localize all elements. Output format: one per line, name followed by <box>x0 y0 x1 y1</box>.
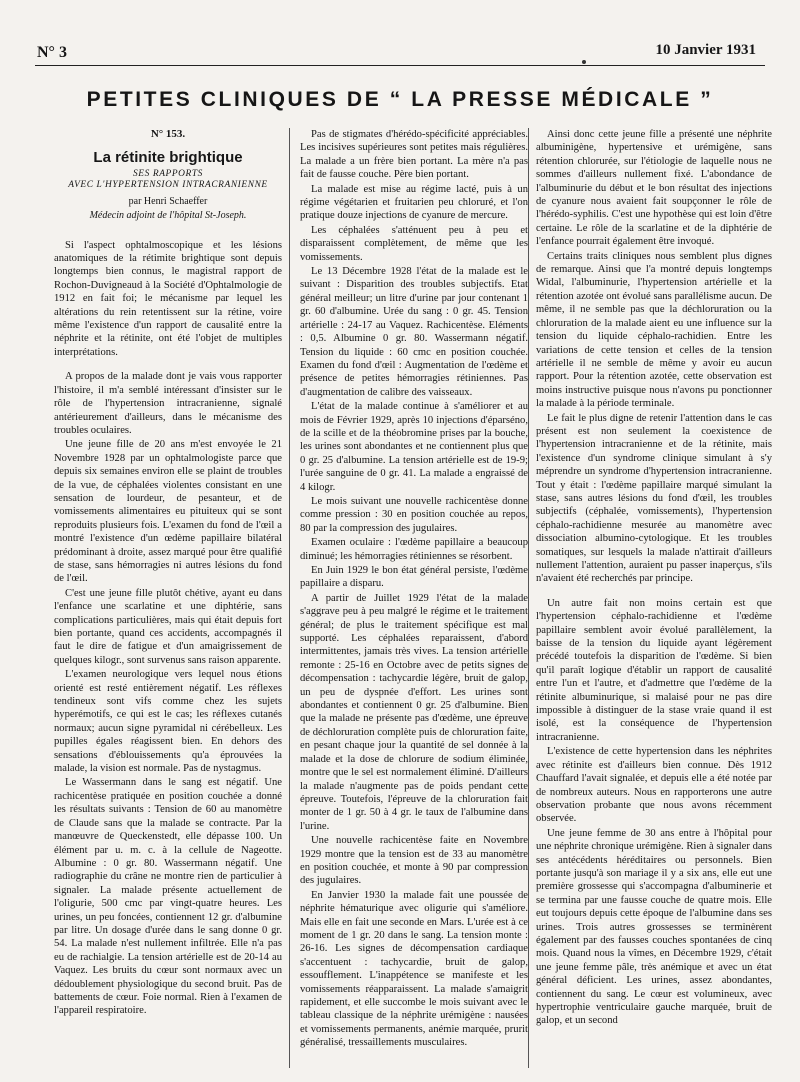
issue-date: 10 Janvier 1931 <box>655 42 756 58</box>
paragraph: Le Wassermann dans le sang est négatif. Une rachicentèse pratiquée en position couchée a donné les résultats suivants : Tension de 60 au manomètre de Claude sans que la malade se contracte. Par la manœuvre de Queckenstedt, elle dépasse 100. Un élément par u. m. c. à la cellule de Nageotte. Albumine : 0 gr. 80. Wassermann négatif. Une radiographie du crâne ne montre rien de particulier à signaler. La malade présente actuellement de l'oligurie, 500 cmc par vingt-quatre heures. Les urines, un peu foncées, contiennent 12 gr. d'albumine par litre. Un dosage d'urée dans le sang donne 0 gr. 54. La malade n'est nullement infiltrée. Elle n'a pas eu de rachialgie. La tension artérielle est de 20-14 au Vaquez. Les bruits du cœur sont normaux avec un dédoublement physiologique du second bruit. Pas de battements de cœur. Foie normal. Rien à l'examen de l'appareil respiratoire. <box>54 777 282 1017</box>
print-mark <box>582 60 586 64</box>
article-affiliation: Médecin adjoint de l'hôpital St-Joseph. <box>89 210 247 222</box>
paragraph: L'état de la malade continue à s'améliorer et au mois de Février 1929, après 10 injections d'éparséno, de la scille et de la théobromine prises par la bouche, les urines sont abondantes et ne contiennent plus que 0 gr. 25 d'albumine. La tension artérielle est de 19-9; l'urée sanguine de 0 gr. 41. La malade a engraissé de 4 kilogr. <box>300 401 528 493</box>
paragraph: Examen oculaire : l'œdème papillaire a beaucoup diminué; les hémorragies rétiniennes se résorbent. <box>300 537 528 562</box>
column-divider <box>289 128 290 1068</box>
paragraph: Le 13 Décembre 1928 l'état de la malade est le suivant : Disparition des troubles subjectifs. Etat général meilleur; un litre d'urine par jour contenant 1 gr. 60 d'albumine. Urée du sang : 0 gr. 45. Tension artérielle : 24-17 au Vaquez. Rachicentèse. Eléments : 0,5. Albumine 0 gr. 80. Wassermann négatif. Tension du liquide : 60 cmc en position couchée. Examen du fond d'œil : Augmentation de l'œdème et présence de petites hémorragies rétiniennes. Pas d'augmentation de calibre des vaisseaux. <box>300 266 528 398</box>
article-subtitle: AVEC L'HYPERTENSION INTRACRANIENNE <box>68 179 268 190</box>
paragraph: Certains traits cliniques nous semblent plus dignes de remarque. Ainsi que l'a montré depuis longtemps Widal, l'albuminurie, l'hypertension artérielle et la rétention azotée ont évolué sans parallélisme aucun. De même, il ne semble pas que la déchloruration ou la chloruration de la malade aient eu une influence sur la tension du liquide céphalo-rachidien. Entre les variations de cette tension et celles de la tension artérielle il ne semble de même y avoir eu aucun rapport. Pour la rétention azotée, cette observation est moins instructive puisque nous n'avons pu ponctionner la malade à la période terminale. <box>536 250 772 410</box>
section-title: PETITES CLINIQUES DE “ LA PRESSE MÉDICALE ” <box>86 88 714 111</box>
column-divider <box>528 128 529 1068</box>
paragraph: Un autre fait non moins certain est que l'hypertension céphalo-rachidienne et l'œdème papillaire semblent avoir évolué parallèlement, la baisse de la tension du liquide ayant légèrement précédé toutefois la disparition de l'œdème. Si bien qu'il paraît logique d'établir un rapport de causalité entre l'un et l'autre, et d'admettre que l'œdème de la rétinite albuminurique, si malaisé pour ne pas dire impossible à distinguer de la stase vraie quand il est isolé, est la conséquence de l'hypertension intracranienne. <box>536 597 772 743</box>
paragraph: Une jeune fille de 20 ans m'est envoyée le 21 Novembre 1928 par un ophtalmologiste parce que depuis six semaines environ elle se plaint de troubles de la vue, de céphalées violentes consistant en une sensation de lourdeur, de pesanteur, et de vomissements alimentaires eu pituiteux qui se sont reproduits plusieurs fois. L'examen du fond de l'œil a montré l'existence d'un œdème papillaire bilatéral prédominant à droite, assez marqué pour être qualifié de stase, sans hémorragies ni autres lésions du fond de l'œil. <box>54 439 282 585</box>
paragraph: A partir de Juillet 1929 l'état de la malade s'aggrave peu à peu malgré le régime et le traitement général; de plus le traitement spécifique est mal supporté. Les céphalées reparaissent, d'abord intermittentes, jamais très vives. La tension artérielle remonte : 25-16 en Octobre avec de petits signes de décompensation : tachycardie légère, bruit de galop, un peu de dyspnée d'effort. Les urines sont abondantes et contiennent 0 gr. 25 d'albumine. Bien que la malade ne présente pas d'œdème, une épreuve de déchloruration complète puis de chloruration faite, en pesant chaque jour la quantité de sel donnée à la malade et la dose de chlorure de sodium éliminée, montre que le sel est normalement éliminé. D'ailleurs la malade n'augmente pas de poids pendant cette épreuve. Toutefois, l'épreuve de la chloruration fait monter de 1 gr. 50 à 4 gr. le taux de l'albumine dans l'urine. <box>300 592 528 832</box>
paragraph: En Juin 1929 le bon état général persiste, l'œdème papillaire a disparu. <box>300 565 528 590</box>
article-title: La rétinite brightique <box>93 149 243 167</box>
paragraph: Si l'aspect ophtalmoscopique et les lésions anatomiques de la rétimite brightique sont depuis longtemps bien connus, le magistral rapport de Rochon-Duvigneaud à la Société d'Ophtalmologie de 1912 en fait foi; le mécanisme par lequel les altérations du rein retentissent sur la rétine, voire même l'existence d'un rapport de causalité entre la néphrite et la rétinite, ont été l'objet de multiples interprétations. <box>54 239 282 358</box>
paragraph: Les céphalées s'atténuent peu à peu et disparaissent complètement, de même que les vomissements. <box>300 224 528 263</box>
article-number: N° 153. <box>150 128 186 140</box>
paragraph: Une jeune femme de 30 ans entre à l'hôpital pour une néphrite chronique urémigène. Rien à signaler dans ses antécédents héréditaires ou personnels. Bien portante jusqu'à son mariage il y a six ans, elle eut une première grossesse qui s'accompagna d'albuminerie et se termina par une fausse couche de quatre mois. Elle eut toujours depuis cette époque de l'albumine dans ses urines. Trois autres grossesses se terminèrent également par des fausses couches spontanées de cinq mois. Quand nous la vîmes, en Décembre 1929, c'était une jeune femme pâle, très anémique et avec un état général déficient. Les urines, assez abondantes, contiennent du sang. Le cœur est volumineux, avec hypertrophie ventriculaire gauche marquée, bruit de galop, et un second <box>536 827 772 1027</box>
paragraph: En Janvier 1930 la malade fait une poussée de néphrite hématurique avec oligurie qui s'améliore. Mais elle en fait une seconde en Mars. L'urée est à ce moment de 1 gr. 20 dans le sang. La tension monte : 26-16. Les signes de décompensation cardiaque s'accentuent : tachycardie, bruit de galop, essoufflement. L'inappétence se manifeste et les vomissements réapparaissent. La malade s'amaigrit rapidement, et elle succombe le mois suivant avec le tableau classique de la néphrite urémigène : nausées et vomissements permanents, anémie marquée, prurit généralisé, tressaillements musculaires. <box>300 889 528 1049</box>
column-1 <box>54 128 282 1019</box>
paragraph: Une nouvelle rachicentèse faite en Novembre 1929 montre que la tension est de 33 au manomètre en position couchée, et monte à 90 par compression des jugulaires. <box>300 835 528 887</box>
issue-number: N° 3 <box>37 44 67 61</box>
paragraph: La malade est mise au régime lacté, puis à un régime végétarien et fruitarien peu chloruré, et l'on pratique douze injections de cyanure de mercure. <box>300 183 528 222</box>
paragraph: A propos de la malade dont je vais vous rapporter l'histoire, il m'a semblé intéressant d'insister sur le rôle de l'hypertension intracranienne, signalé antérieurement d'ailleurs, dans le mécanisme des troubles oculaires. <box>54 371 282 436</box>
column-2 <box>300 128 528 1051</box>
paragraph: L'existence de cette hypertension dans les néphrites avec rétinite est d'ailleurs bien connue. Dès 1912 Chauffard l'avait signalée, et depuis elle a été notée par de nombreux auteurs. Nous en rapporterons une autre observation probante que nous avons récemment observée. <box>536 746 772 825</box>
paragraph: Le mois suivant une nouvelle rachicentèse donne comme pression : 30 en position couchée au repos, 80 par la compression des jugulaires. <box>300 495 528 534</box>
paragraph: Ainsi donc cette jeune fille a présenté une néphrite albuminigène, hypertensive et urémigène, sans rétention chlorurée, sur l'étiologie de laquelle nous ne sommes d'ailleurs nullement fixé. L'abondance de l'albuminurie du début et le bon résultat des injections de cyanure nous avaient fait soupçonner le rôle de l'hérédo-syphilis. C'est une hypothèse qui est loin d'être certaine. Le rôle de la scarlatine et de la diphtérie de l'enfance pourrait également être invoqué. <box>536 129 772 248</box>
paragraph: Le fait le plus digne de retenir l'attention dans le cas présent est non seulement la coexistence de l'hypertension intracranienne et de la rétinite, mais l'existence d'un syndrome clinique simulant à s'y méprendre un syndrome d'hypertension intracranienne. Tout y était : l'œdème papillaire marqué simulant la stase, sans autres lésions du fond d'œil, les troubles subjectifs (céphalée, vomissements), l'hypertension céphalo-rachidienne mesurée au manomètre avec dissociation albumino-cytologique. Et les troubles somatiques, sur lesquels la malade n'attirait d'ailleurs nullement l'attention, auraient pu passer inaperçus, s'ils n'avaient été recherchés par principe. <box>536 412 772 585</box>
paragraph: Pas de stigmates d'hérédo-spécificité appréciables. Les incisives supérieures sont petites mais régulières. La malade a un frère bien portant. La mère n'a pas fait de fausse couche. Père bien portant. <box>300 129 528 181</box>
column-3 <box>536 128 772 1029</box>
paragraph: C'est une jeune fille plutôt chétive, ayant eu dans l'enfance une scarlatine et une diphtérie, sans complications particulières, mais qui était depuis fort bien portante, quand ces accidents, accompagnés il faut le dire de fatigue et d'un amaigrissement de quelques kilogr., sont survenus sans raison apparente. <box>54 587 282 666</box>
article-author: par Henri Schaeffer <box>128 195 208 207</box>
article-subtitle: SES RAPPORTS <box>133 168 203 179</box>
header-rule <box>35 65 765 66</box>
paragraph: L'examen neurologique vers lequel nous étions orienté est resté entièrement négatif. Les réflexes tendineux sont vifs comme chez les sujets hyperémotifs, ce qui est le cas; les réflexes cutanés normaux; aucun signe pyramidal ni cérébelleux. Les pupilles égales réagissent bien. En dehors des sensations d'éblouissements qu'a éprouvées la malade, la vision est normale. Pas de nystagmus. <box>54 669 282 775</box>
